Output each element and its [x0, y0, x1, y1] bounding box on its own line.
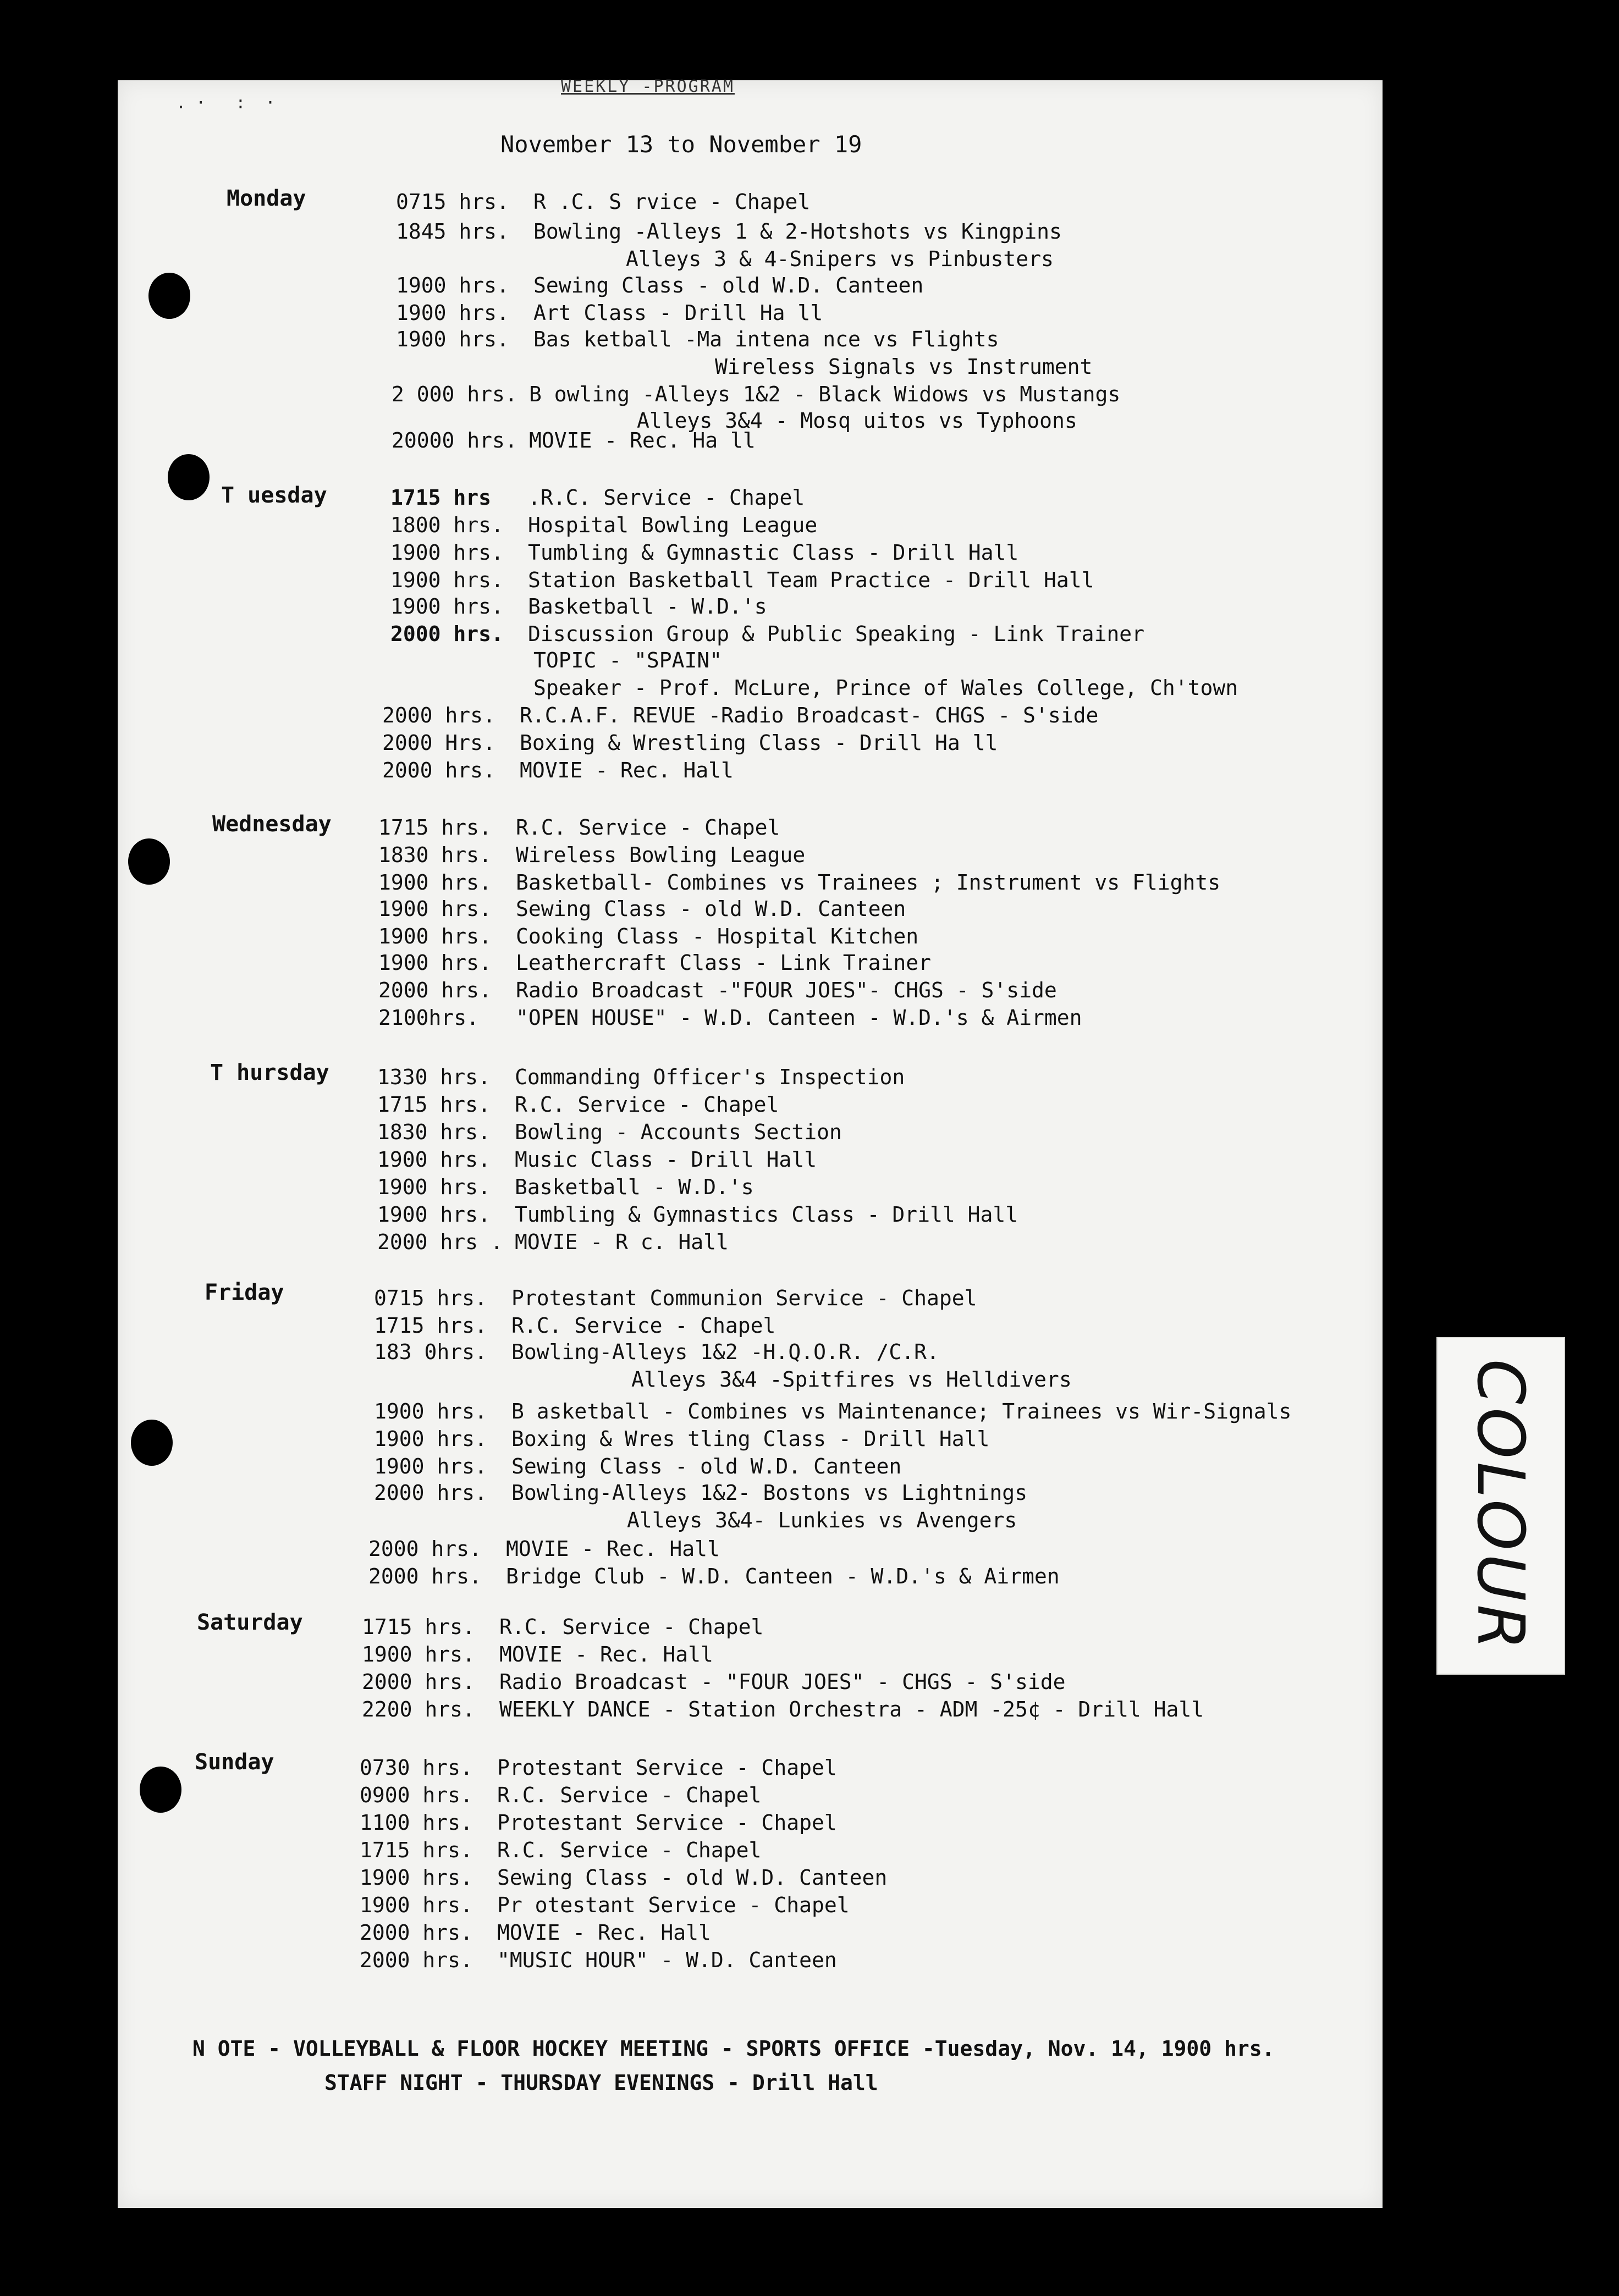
entry-time: 1900 hrs.	[362, 1642, 475, 1666]
entry-text: MOVIE - R c. Hall	[515, 1230, 729, 1254]
entry-time: 1900 hrs.	[378, 897, 492, 921]
schedule-entry	[390, 539, 1018, 566]
schedule-entry	[362, 1668, 1066, 1696]
entry-time: 1715 hrs.	[360, 1838, 473, 1862]
entry-continuation: Speaker - Prof. McLure, Prince of Wales College, Ch'town	[533, 676, 1238, 700]
note-line-2: STAFF NIGHT - THURSDAY EVENINGS - Drill Hall	[324, 2071, 878, 2095]
day-label-thursday: T hursday	[210, 1060, 329, 1085]
schedule-entry	[392, 380, 1120, 408]
document-subtitle: November 13 to November 19	[500, 131, 862, 158]
entry-text: MOVIE - Rec. Hall	[499, 1642, 713, 1666]
entry-time: 2000 hrs.	[360, 1948, 473, 1972]
entry-time: 1715 hrs.	[362, 1615, 475, 1639]
entry-time: 1900 hrs.	[390, 594, 504, 619]
entry-time: 1715 hrs.	[377, 1092, 491, 1117]
entry-time: 1900 hrs.	[377, 1147, 491, 1172]
entry-text: .R.C. Service - Chapel	[528, 485, 805, 510]
schedule-entry	[378, 869, 1220, 896]
entry-time: 1900 hrs.	[360, 1866, 473, 1890]
schedule-entry	[374, 1425, 989, 1453]
entry-time: 183 0hrs.	[374, 1340, 487, 1364]
entry-text: Basketball- Combines vs Trainees ; Instrument vs Flights	[516, 870, 1221, 895]
entry-time: 1830 hrs.	[378, 843, 492, 867]
entry-text: Protestant Communion Service - Chapel	[511, 1286, 977, 1310]
schedule-entry	[396, 272, 923, 299]
entry-text: Basketball - W.D.'s	[528, 594, 767, 619]
entry-continuation: Alleys 3 & 4-Snipers vs Pinbusters	[626, 247, 1054, 271]
entry-text: MOVIE - Rec. Ha ll	[529, 428, 756, 452]
schedule-entry	[390, 593, 767, 620]
entry-time: 1900 hrs.	[396, 273, 509, 297]
entry-time: 1900 hrs.	[390, 568, 504, 592]
entry-text: Bridge Club - W.D. Canteen - W.D.'s & Airmen	[506, 1564, 1060, 1588]
entry-text: R.C. Service - Chapel	[511, 1313, 776, 1338]
entry-text: R.C. Service - Chapel	[497, 1838, 762, 1862]
schedule-entry	[362, 1641, 713, 1668]
schedule-entry	[377, 1118, 842, 1146]
entry-text: B owling -Alleys 1&2 - Black Widows vs Mustangs	[529, 382, 1121, 406]
entry-text: Leathercraft Class - Link Trainer	[516, 951, 931, 975]
entry-text: Sewing Class - old W.D. Canteen	[511, 1454, 902, 1478]
entry-text: R.C. Service - Chapel	[499, 1615, 764, 1639]
day-label-saturday: Saturday	[197, 1610, 303, 1635]
entry-time: 1900 hrs.	[360, 1893, 473, 1917]
entry-text: R .C. S rvice - Chapel	[533, 190, 811, 214]
entry-text: Pr otestant Service - Chapel	[497, 1893, 850, 1917]
schedule-entry	[374, 1312, 775, 1339]
entry-text: Boxing & Wrestling Class - Drill Ha ll	[520, 731, 998, 755]
document-title: WEEKLY -PROGRAM	[561, 77, 735, 96]
punch-hole	[140, 1767, 181, 1813]
schedule-entry	[378, 814, 780, 841]
schedule-entry	[377, 1173, 754, 1201]
schedule-entry	[360, 1946, 837, 1974]
schedule-entry	[390, 511, 817, 539]
entry-text: R.C. Service - Chapel	[516, 815, 780, 840]
schedule-entry	[362, 1613, 763, 1641]
day-label-tuesday: T uesday	[221, 483, 327, 508]
entry-text: Tumbling & Gymnastics Class - Drill Hall	[515, 1202, 1018, 1227]
entry-text: B asketball - Combines vs Maintenance; Trainees vs Wir-Signals	[511, 1399, 1292, 1423]
entry-time: 2000 hrs.	[390, 622, 504, 646]
entry-text: Bas ketball -Ma intena nce vs Flights	[533, 327, 999, 351]
entry-time: 1100 hrs.	[360, 1811, 473, 1835]
entry-time: 1715 hrs	[390, 485, 492, 510]
entry-continuation: Alleys 3&4 -Spitfires vs Helldivers	[631, 1367, 1072, 1392]
schedule-entry	[378, 841, 805, 869]
schedule-entry	[360, 1781, 761, 1809]
entry-text: Bowling -Alleys 1 & 2-Hotshots vs Kingpins	[533, 219, 1062, 244]
entry-text: Protestant Service - Chapel	[497, 1756, 837, 1780]
schedule-entry	[390, 620, 1144, 648]
day-label-friday: Friday	[205, 1280, 284, 1305]
note-line-1: N OTE - VOLLEYBALL & FLOOR HOCKEY MEETING - SPORTS OFFICE -Tuesday, Nov. 14, 1900 hrs.	[192, 2036, 1275, 2061]
schedule-entry	[368, 1563, 1060, 1590]
schedule-entry	[360, 1836, 761, 1864]
entry-time: 1900 hrs.	[378, 951, 492, 975]
entry-time: 1715 hrs.	[378, 815, 492, 840]
entry-text: Wireless Bowling League	[516, 843, 806, 867]
schedule-entry	[377, 1063, 905, 1091]
entry-time: 0715 hrs.	[396, 190, 509, 214]
entry-text: Hospital Bowling League	[528, 513, 818, 537]
entry-text: Sewing Class - old W.D. Canteen	[497, 1866, 888, 1890]
schedule-entry	[374, 1398, 1291, 1425]
entry-text: R.C. Service - Chapel	[497, 1783, 762, 1807]
entry-time: 1900 hrs.	[377, 1175, 491, 1199]
punch-hole	[131, 1420, 173, 1466]
entry-time: 1900 hrs.	[374, 1399, 487, 1423]
entry-time: 0900 hrs.	[360, 1783, 473, 1807]
entry-text: MOVIE - Rec. Hall	[520, 758, 734, 782]
entry-time: 1900 hrs.	[396, 301, 509, 325]
schedule-entry	[360, 1919, 711, 1946]
entry-text: Music Class - Drill Hall	[515, 1147, 817, 1172]
entry-time: 1900 hrs.	[378, 870, 492, 895]
schedule-entry	[396, 299, 823, 327]
entry-time: 1330 hrs.	[377, 1065, 491, 1089]
entry-text: MOVIE - Rec. Hall	[497, 1920, 711, 1945]
punch-hole	[128, 838, 170, 885]
ink-specks: . · : ·	[176, 93, 276, 113]
punch-hole	[168, 454, 210, 500]
schedule-entry	[377, 1146, 817, 1173]
schedule-entry	[392, 427, 756, 454]
entry-text: Bowling-Alleys 1&2 -H.Q.O.R. /C.R.	[511, 1340, 939, 1364]
entry-continuation: Wireless Signals vs Instrument	[715, 355, 1093, 379]
schedule-entry	[374, 1284, 977, 1312]
schedule-entry	[390, 484, 805, 511]
entry-text: WEEKLY DANCE - Station Orchestra - ADM -25¢ - Drill Hall	[499, 1697, 1204, 1721]
schedule-entry	[360, 1809, 837, 1836]
schedule-entry	[396, 188, 810, 216]
entry-time: 1900 hrs.	[396, 327, 509, 351]
entry-text: R.C.A.F. REVUE -Radio Broadcast- CHGS - S'side	[520, 703, 1099, 727]
schedule-entry	[377, 1201, 1018, 1228]
entry-time: 1900 hrs.	[378, 924, 492, 948]
entry-continuation: Alleys 3&4- Lunkies vs Avengers	[627, 1508, 1017, 1532]
schedule-entry	[378, 949, 931, 976]
entry-text: Cooking Class - Hospital Kitchen	[516, 924, 919, 948]
schedule-entry	[360, 1891, 850, 1919]
schedule-entry	[390, 566, 1094, 594]
entry-time: 0715 hrs.	[374, 1286, 487, 1310]
entry-time: 1800 hrs.	[390, 513, 504, 537]
entry-continuation: TOPIC - "SPAIN"	[533, 648, 723, 672]
entry-time: 20000 hrs.	[392, 428, 517, 452]
schedule-entry	[374, 1338, 939, 1366]
schedule-entry	[377, 1228, 729, 1256]
entry-time: 0730 hrs.	[360, 1756, 473, 1780]
schedule-entry	[374, 1453, 901, 1480]
schedule-entry	[396, 325, 999, 353]
schedule-entry	[377, 1091, 779, 1118]
entry-time: 1900 hrs.	[377, 1202, 491, 1227]
entry-text: Sewing Class - old W.D. Canteen	[533, 273, 924, 297]
entry-time: 2200 hrs.	[362, 1697, 475, 1721]
schedule-entry	[378, 923, 918, 950]
schedule-entry	[378, 1004, 1082, 1031]
entry-time: 2000 hrs.	[382, 758, 495, 782]
entry-time: 2000 hrs.	[368, 1537, 482, 1561]
entry-time: 1715 hrs.	[374, 1313, 487, 1338]
schedule-entry	[378, 895, 906, 923]
entry-text: Basketball - W.D.'s	[515, 1175, 754, 1199]
entry-time: 1900 hrs.	[390, 540, 504, 565]
entry-text: Tumbling & Gymnastic Class - Drill Hall	[528, 540, 1019, 565]
entry-time: 1845 hrs.	[396, 219, 509, 244]
entry-text: R.C. Service - Chapel	[515, 1092, 779, 1117]
day-label-sunday: Sunday	[195, 1749, 274, 1775]
entry-text: Boxing & Wres tling Class - Drill Hall	[511, 1427, 990, 1451]
entry-text: "OPEN HOUSE" - W.D. Canteen - W.D.'s & Airmen	[516, 1006, 1082, 1030]
entry-time: 2000 hrs .	[377, 1230, 503, 1254]
entry-text: Bowling-Alleys 1&2- Bostons vs Lightnings	[511, 1481, 1027, 1505]
entry-text: MOVIE - Rec. Hall	[506, 1537, 720, 1561]
entry-text: Commanding Officer's Inspection	[515, 1065, 905, 1089]
entry-text: Station Basketball Team Practice - Drill Hall	[528, 568, 1094, 592]
entry-time: 2000 Hrs.	[382, 731, 495, 755]
entry-time: 2 000 hrs.	[392, 382, 517, 406]
entry-time: 1830 hrs.	[377, 1120, 491, 1144]
entry-time: 1900 hrs.	[374, 1454, 487, 1478]
entry-time: 1900 hrs.	[374, 1427, 487, 1451]
punch-hole	[148, 273, 190, 319]
colour-tape-label	[1436, 1337, 1565, 1675]
entry-time: 2000 hrs.	[374, 1481, 487, 1505]
entry-text: Radio Broadcast -"FOUR JOES"- CHGS - S'side	[516, 978, 1057, 1002]
schedule-entry	[368, 1535, 720, 1563]
day-label-wednesday: Wednesday	[212, 812, 332, 837]
entry-text: Discussion Group & Public Speaking - Link Trainer	[528, 622, 1145, 646]
entry-text: Sewing Class - old W.D. Canteen	[516, 897, 906, 921]
entry-time: 2100hrs.	[378, 1006, 480, 1030]
entry-continuation: Alleys 3&4 - Mosq uitos vs Typhoons	[637, 409, 1077, 433]
schedule-entry	[382, 702, 1098, 729]
schedule-entry	[374, 1479, 1027, 1506]
entry-time: 2000 hrs.	[378, 978, 492, 1002]
schedule-entry	[378, 976, 1057, 1004]
entry-time: 2000 hrs.	[360, 1920, 473, 1945]
entry-time: 2000 hrs.	[382, 703, 495, 727]
schedule-entry	[360, 1754, 837, 1781]
entry-text: "MUSIC HOUR" - W.D. Canteen	[497, 1948, 837, 1972]
schedule-entry	[396, 218, 1062, 245]
schedule-entry	[382, 729, 998, 757]
entry-text: Bowling - Accounts Section	[515, 1120, 842, 1144]
entry-text: Art Class - Drill Ha ll	[533, 301, 823, 325]
schedule-entry	[360, 1864, 887, 1891]
day-label-monday: Monday	[227, 186, 306, 211]
entry-text: Radio Broadcast - "FOUR JOES" - CHGS - S'side	[499, 1670, 1066, 1694]
entry-text: Protestant Service - Chapel	[497, 1811, 837, 1835]
schedule-entry	[362, 1696, 1204, 1723]
schedule-entry	[382, 757, 734, 784]
colour-label-text: COLOUR	[1463, 1359, 1539, 1653]
entry-time: 2000 hrs.	[362, 1670, 475, 1694]
entry-time: 2000 hrs.	[368, 1564, 482, 1588]
